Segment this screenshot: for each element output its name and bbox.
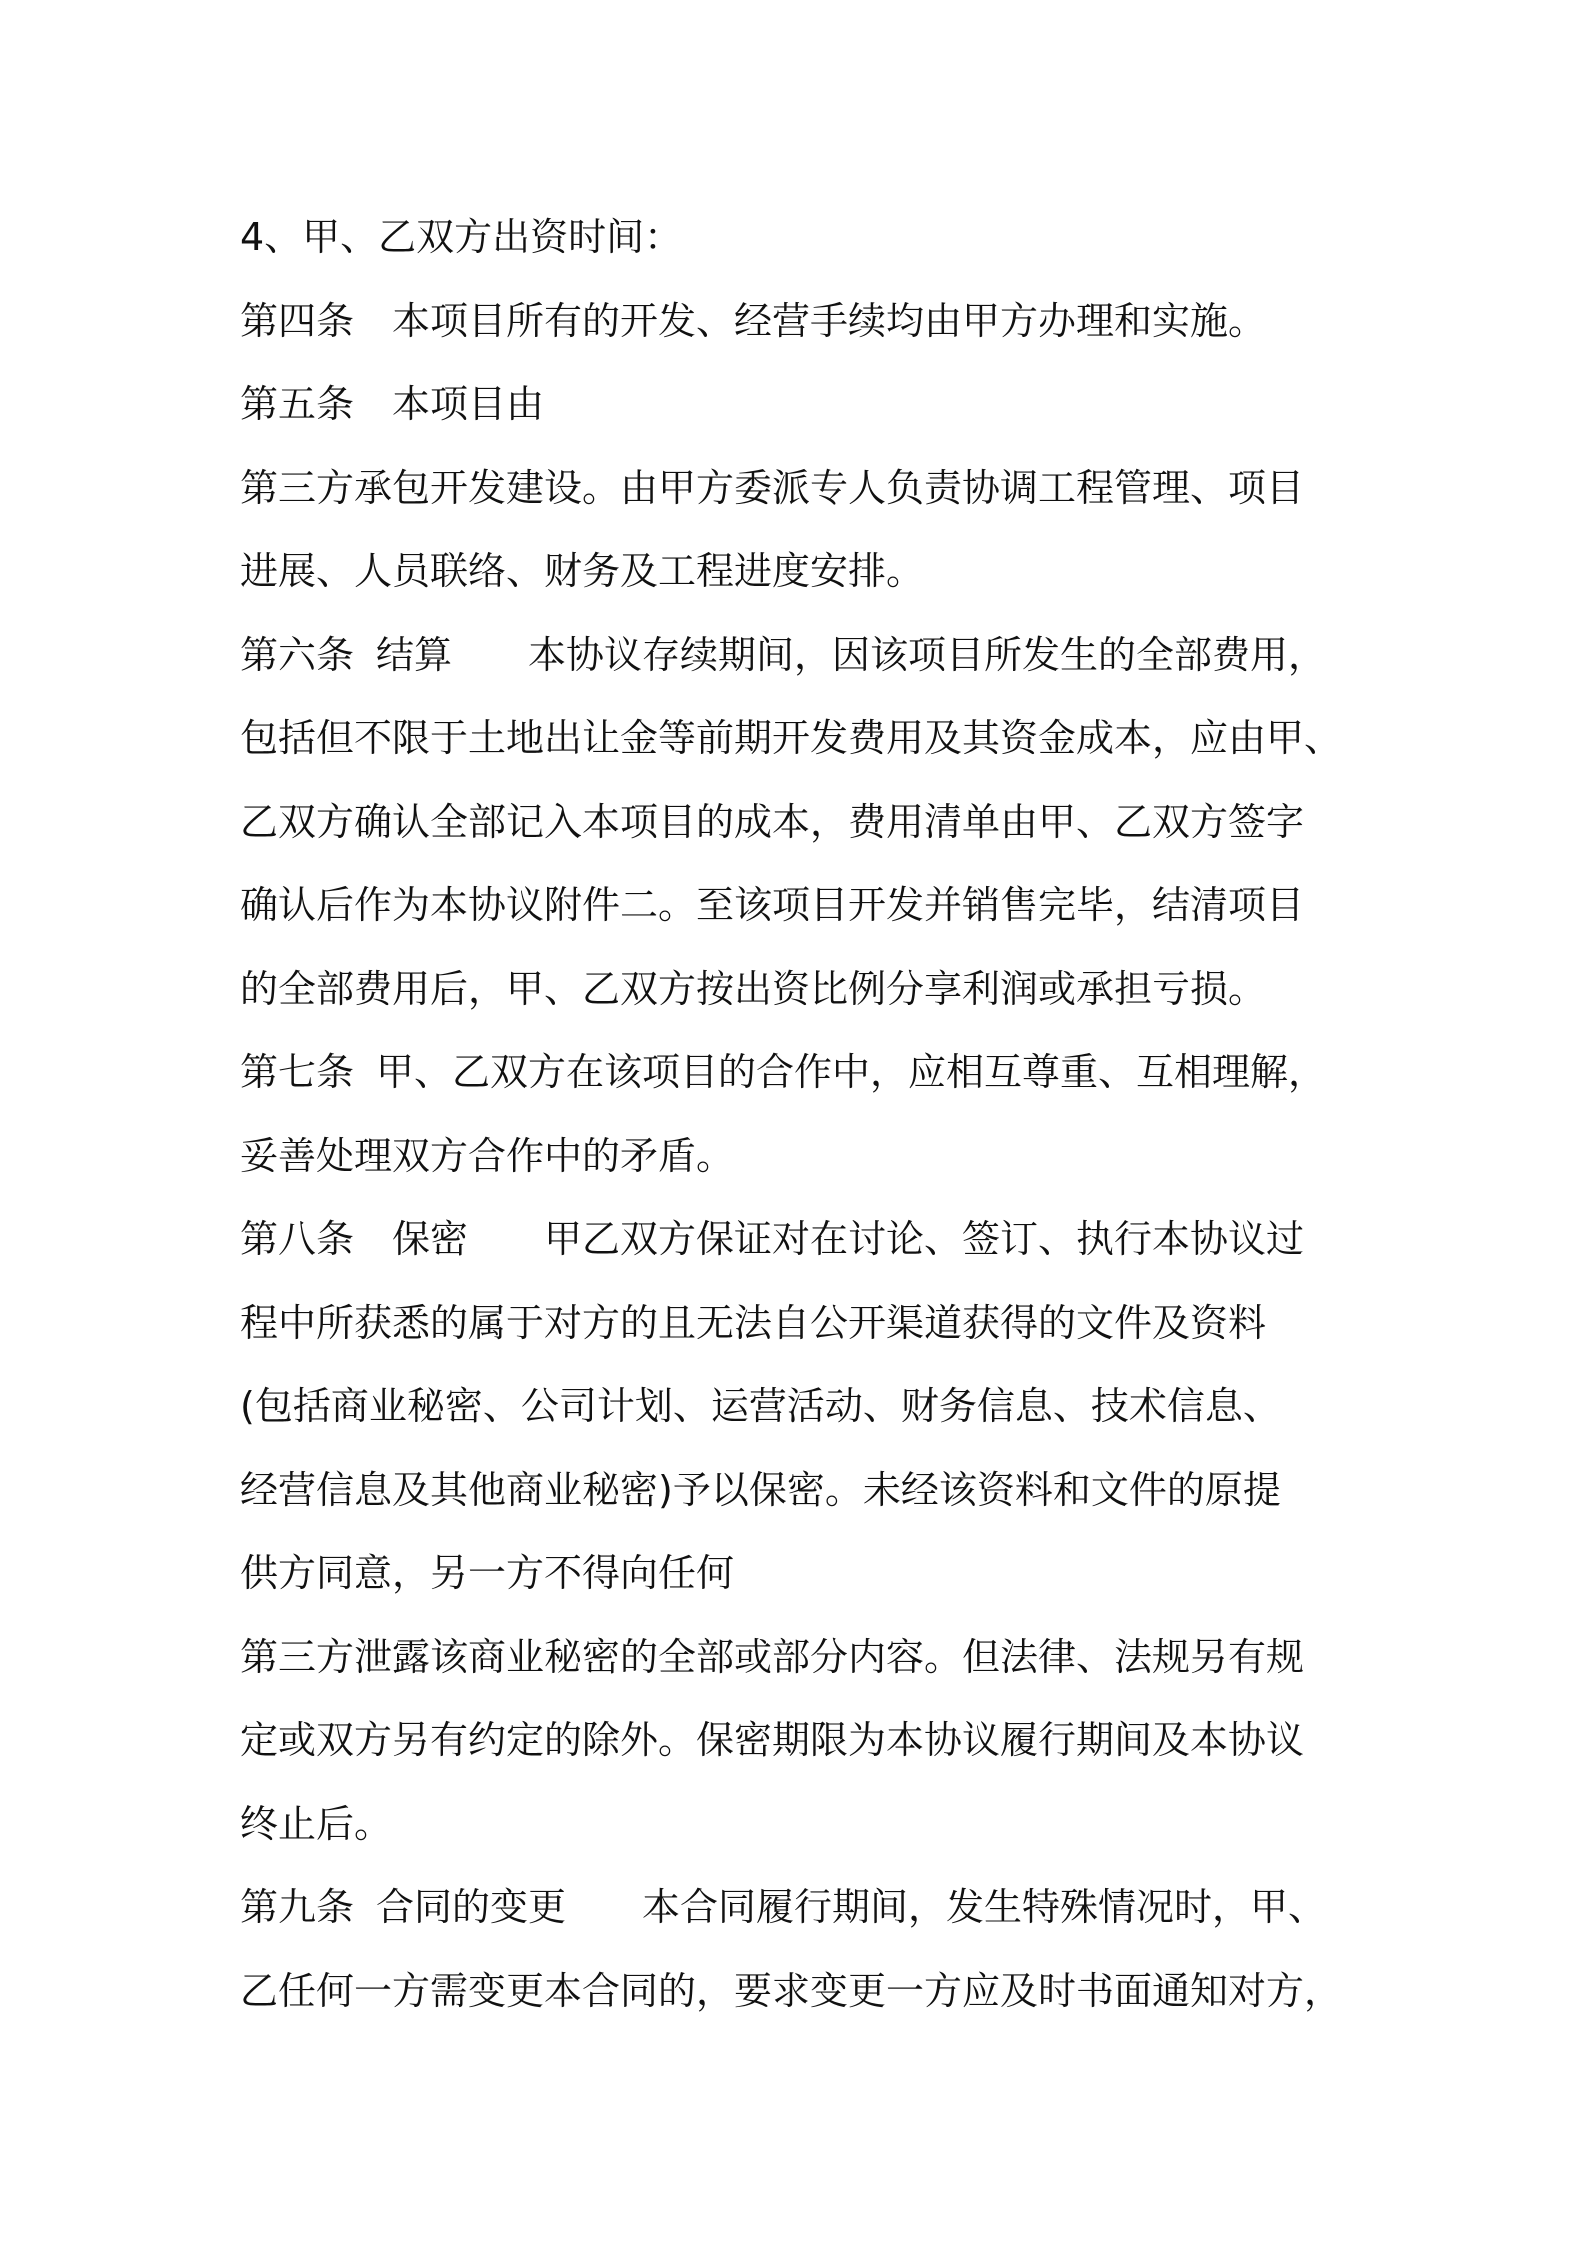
text-line: 乙任何一方需变更本合同的，要求变更一方应及时书面通知对方， — [240, 1968, 1343, 2013]
text-line: 乙双方确认全部记入本项目的成本，费用清单由甲、乙双方签字 — [240, 799, 1305, 844]
article-4-line: 第四条 本项目所有的开发、经营手续均由甲方办理和实施。 — [240, 280, 1380, 364]
text-line: 定或双方另有约定的除外。保密期限为本协议履行期间及本协议 — [240, 1718, 1305, 1762]
text-line: 第三方泄露该商业秘密的全部或部分内容。但法律、法规另有规 — [240, 1634, 1305, 1679]
text-line: 包括但不限于土地出让金等前期开发费用及其资金成本，应由甲、 — [240, 716, 1343, 760]
article-title: 合同的变更 — [376, 1885, 567, 1929]
document-body — [240, 196, 1380, 2033]
article-heading: 第五条 — [240, 382, 355, 426]
article-heading: 第六条 — [240, 632, 355, 677]
article-7-line: 第七条 甲、乙双方在该项目的合作中，应相互尊重、互相理解， — [240, 1031, 1380, 1115]
article-heading: 第八条 — [240, 1217, 355, 1261]
text-line: 妥善处理双方合作中的矛盾。 — [240, 1133, 735, 1178]
text-line: 的全部费用后，甲、乙双方按出资比例分享利润或承担亏损。 — [240, 966, 1267, 1011]
article-5-line: 第五条 本项目由 — [240, 363, 1380, 447]
article-title: 保密 — [392, 1217, 469, 1261]
text-line: 程中所获悉的属于对方的且无法自公开渠道获得的文件及资料 — [240, 1300, 1267, 1345]
article-heading: 第九条 — [240, 1885, 355, 1929]
article-heading: 第七条 — [240, 1050, 355, 1094]
text-line: (包括商业秘密、公司计划、运营活动、财务信息、技术信息、 — [240, 1384, 1281, 1428]
article-title: 结算 — [376, 632, 453, 677]
article-8-line: 第八条 保密 甲乙双方保证对在讨论、签订、执行本协议过 — [240, 1198, 1380, 1282]
text-line: 进展、人员联络、财务及工程进度安排。 — [240, 549, 925, 593]
text-line: 4、甲、乙双方出资时间： — [240, 215, 683, 259]
article-heading: 第四条 — [240, 298, 355, 343]
text-line: 终止后。 — [240, 1801, 393, 1846]
article-6-line: 第六条 结算 本协议存续期间，因该项目所发生的全部费用， — [240, 614, 1380, 698]
text-line: 供方同意，另一方不得向任何 — [240, 1551, 735, 1595]
text-line: 确认后作为本协议附件二。至该项目开发并销售完毕，结清项目 — [240, 883, 1305, 927]
text-line: 经营信息及其他商业秘密)予以保密。未经该资料和文件的原提 — [240, 1467, 1281, 1512]
text-line: 第三方承包开发建设。由甲方委派专人负责协调工程管理、项目 — [240, 465, 1305, 510]
article-9-line: 第九条 合同的变更 本合同履行期间，发生特殊情况时，甲、 — [240, 1866, 1380, 1950]
